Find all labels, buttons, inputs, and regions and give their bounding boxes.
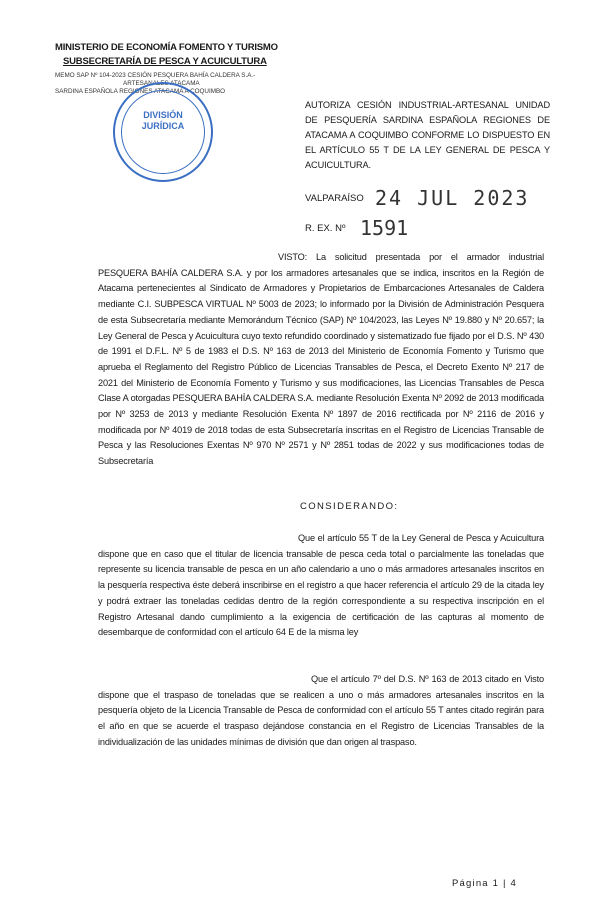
considerando-2-text: Que el artículo 7º del D.S. Nº 163 de 2013 citado en Visto dispone que el traspaso de toneladas que se realicen a uno o más armadores artesanales inscritos en la pesquería objeto de la Licencia Transable de Pesca de conformidad con el artículo 55 T antes citado regirán para el año en que se acuerde el traspaso dejándose constancia en el Registro de Licencias Transables de la individualización de las unidades mínimas de división que dan origen al traspaso.: [98, 674, 544, 747]
stamp-ring: [121, 90, 205, 174]
page-number: Página 1 | 4: [452, 878, 517, 889]
stamp-text: [133, 110, 193, 132]
division-juridica-stamp: [113, 82, 213, 182]
memo-line-3: SARDINA ESPAÑOLA REGIONES ATACAMA A COQUIMBO: [55, 88, 226, 96]
visto-text: La solicitud presentada por el armador industrial PESQUERA BAHÍA CALDERA S.A. y por los armadores artesanales que se indica, inscritos en la Región de Atacama pertenecientes al Sindicato de Armadores y Propietarios de Embarcaciones Artesanales de Caldera mediante C.I. SUBPESCA VIRTUAL Nº 5003 de 2023; lo informado por la División de Administración Pesquera de esta Subsecretaría mediante Memorándum Técnico (SAP) Nº 104/2023, las Leyes Nº 19.880 y Nº 20.657; la Ley General de Pesca y Acuicultura cuyo texto refundido coordinado y sistematizado fue fijado por el D.S. Nº 430 de 1991 el D.F.L. Nº 5 de 1983 el D.S. Nº 163 de 2013 del Ministerio de Economía Fomento y Turismo que aprueba el Reglamento del Registro Público de Licencias Transables de Pesca, el Decreto Exento Nº 217 de 2021 del Ministerio de Economía Fomento y Turismo y sus modificaciones, las Licencias Transables de Pesca Clase A otorgadas PESQUERA BAHÍA CALDERA S.A. mediante Resolución Exenta Nº 2092 de 2013 modificada por Nº 3253 de 2013 y mediante Resolución Exenta Nº 1897 de 2016 rectificada por Nº 2116 de 2016 y modificada por Nº 4019 de 2018 todas de esta Subsecretaría inscritas en el Registro de Licencias Transable de Pesca y las Resoluciones Exentas Nº 970 Nº 2571 y Nº 2851 todas de 2022 y sus modificaciones todas de Subsecretaría: [98, 252, 545, 467]
stamp-line-2: JURÍDICA: [141, 121, 185, 131]
considerando-1-text: Que el artículo 55 T de la Ley General de Pesca y Acuicultura dispone que en caso que el titular de licencia transable de pesca ceda total o parcialmente las toneladas que represente su licencia transable de pesca en un año calendario a uno o más armadores artesanales inscritos en la pesquería respectiva éste deberá inscribirse en el registro a que hacer referencia el artículo 29 de la citada ley y podrá extraer las toneladas cedidas dentro de la región correspondiente a su respectiva inscripción en el Registro Artesanal dando cumplimiento a la exigencia de certificación de las capturas al momento de desembarque de conformidad con el artículo 64 E de la misma ley: [98, 533, 544, 638]
memo-line-1: MEMO SAP Nº 104-2023 CESIÓN PESQUERA BAHÍA CALDERA S.A.-: [55, 72, 256, 79]
date-stamp: 24 JUL 2023: [375, 186, 530, 210]
subsecretaria-name: SUBSECRETARÍA DE PESCA Y ACUICULTURA: [63, 56, 267, 67]
considerando-heading: CONSIDERANDO:: [300, 501, 399, 512]
ministry-name: MINISTERIO DE ECONOMÍA FOMENTO Y TURISMO: [55, 42, 278, 53]
stamp-line-1: DIVISIÓN: [143, 110, 183, 120]
resolution-label: R. EX. Nº: [305, 223, 346, 234]
memo-line-2: ARTESANALES ATACAMA: [123, 80, 200, 88]
resolution-number: 1591: [360, 216, 409, 240]
considerando-paragraph-1: [98, 531, 544, 641]
considerando-paragraph-2: [98, 672, 544, 751]
visto-paragraph: [98, 250, 544, 470]
place: VALPARAÍSO: [305, 193, 364, 204]
visto-label: VISTO:: [278, 252, 308, 262]
resolution-title: AUTORIZA CESIÓN INDUSTRIAL-ARTESANAL UNIDAD DE PESQUERÍA SARDINA ESPAÑOLA REGIONES DE ATACAMA A COQUIMBO CONFORME LO DISPUESTO EN EL ARTÍCULO 55 T DE LA LEY GENERAL DE PESCA Y ACUICULTURA.: [305, 100, 550, 170]
